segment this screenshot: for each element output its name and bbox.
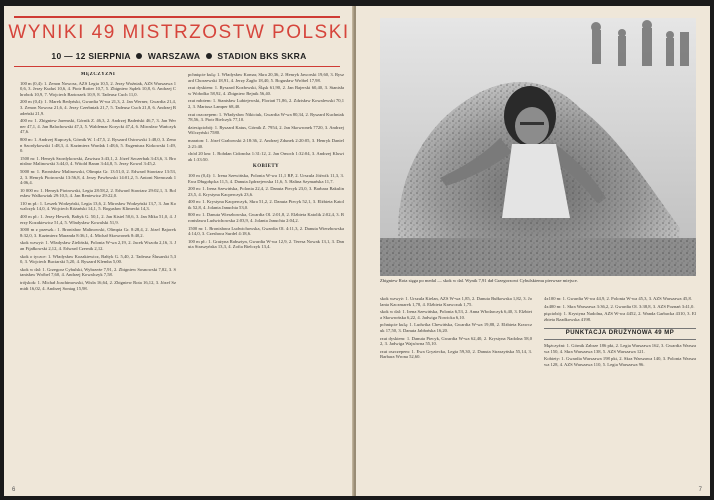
photo-caption: Zbigniew Rota sięga po medal — skok w dal. Wynik 7,91 dał Grzegorzowi Cybulskiemu pierwsze miejsce. <box>380 278 578 283</box>
result-paragraph: 100 m (0,4): 1. Zenon Nowosz, AZS Legia 10,5, 2. Jerzy Woźniak, AZS Warszawa 10,6, 3. Jerzy Kuduś 10,6, 4. Piotr Rotter 10,7, 5. Zbigniew Sędek 10,8, 6. Andrzej Chrobok 10,9, 7. Wojciech Bartoszek 10,9, 8. Tadeusz Cuch 11,0. <box>20 80 176 97</box>
result-paragraph: 200 m (0,4): 1. Marek Bedyński, Gwardia W-wa 21,3, 2. Jan Werner, Gwardia 21,4, 3. Zenon Nowosz 21,6, 4. Jerzy Czerbniak 21,7, 5. Tadeusz Cuch 21,8, 6. Andrzej Badeński 21,9. <box>20 99 176 116</box>
page-title: WYNIKI 49 MISTRZOSTW POLSKI <box>8 22 350 43</box>
header-top-rule <box>14 16 340 18</box>
results-column-3 <box>380 296 532 486</box>
result-paragraph: 400 m: 1. Zbigniew Jaremski, Górnik Z. 46,3, 2. Andrzej Badeński 46,7, 3. Jan Werner 47,1, 4. Jan Balachowski 47,3, 5. Waldemar Korycki 47,4, 6. Mirosław Wańczyk 47,6. <box>20 118 176 135</box>
result-paragraph: 100 m (0,4): 1. Irena Szewińska, Polonia W-wa 11,1 RP, 2. Urszula Jóźwik 11,3, 3. Ewa Długołęcka 11,5, 4. Danuta Jędrzejewska 11,6, 5. Halina Szymańska 11,7. <box>188 172 344 184</box>
result-paragraph: 800 m: 1. Andrzej Kupczyk, Górnik W. 1:47,5, 2. Ryszard Ostrowski 1:48,0, 3. Zenon Szordykowski 1:48,3, 4. Kazimierz Wardak 1:48,6, 5. Eugeniusz Kirkowski 1:49,0. <box>20 136 176 154</box>
result-paragraph: 400 m pł.: 1. Jerzy Hewelt, Bałtyk G. 50,1, 2. Jan Kisiel 50,6, 3. Jan Mika 51,0, 4. Jerzy Kozakiewicz 51,4, 5. Władysław Kowalski 51,9. <box>20 214 176 225</box>
event-venue: STADION BKS SKRA <box>217 51 307 61</box>
results-column-1 <box>20 72 176 476</box>
result-paragraph: pchnięcie kulą: 1. Władysław Komar, Skra 20,36, 2. Henryk Jaworski 19,60, 3. Ryszard Chorzewski 18,91, 4. Jerzy Żagło 18,40, 5. Bogusław Wróbel 17,98. <box>188 72 344 83</box>
result-paragraph: 5000 m: 1. Bronisław Malinowski, Olimpia Gr. 13:51,0, 2. Edward Stawiarz 13:53,2, 3. Henryk Piotrowski 13:56,8, 4. Jerzy Pawłowski 14:01,2, 5. Antoni Niemczak 14:06,4. <box>20 168 176 186</box>
bullet-icon <box>206 53 212 59</box>
section-heading-women: KOBIETY <box>252 164 280 170</box>
team-scoring-heading: PUNKTACJA DRUŻYNOWA 49 MP <box>544 328 696 340</box>
header-bottom-rule <box>14 66 340 67</box>
event-subtitle <box>4 51 354 61</box>
event-dates: 10 — 12 SIERPNIA <box>51 51 131 61</box>
result-paragraph: skok o tyczce: 1. Władysław Kozakiewicz, Bałtyk G. 5,40, 2. Tadeusz Ślusarski 5,30, 3. Wojciech Buciarski 5,20, 4. Ryszard Klemba 5,00. <box>20 253 176 265</box>
result-paragraph: rzut oszczepem: 1. Władysław Nikiciuk, Gwardia W-wa 80,34, 2. Ryszard Kuchniak 78,56, 3. Piotr Bielczyk 77,10. <box>188 111 344 123</box>
right-page <box>356 6 710 496</box>
page-number-right: 7 <box>698 487 702 493</box>
result-paragraph: 1500 m: 1. Henryk Szordykowski, Zawisza 3:43,1, 2. Józef Szczerbak 3:43,6, 3. Bronisław Malinowski 3:44,0, 4. Witold Baran 3:44,8, 5. Jerzy Kowol 3:45,2. <box>20 155 176 167</box>
left-page <box>4 6 355 496</box>
result-paragraph: 110 m pł.: 1. Leszek Wodzyński, Legia 13,6, 2. Mirosław Wodzyński 13,7, 3. Jan Kowalczyk 14,0, 4. Wojciech Różański 14,1, 5. Bogusław Klimecki 14,3. <box>20 200 176 212</box>
result-paragraph: 800 m: 1. Danuta Wierzbowska, Gwardia Ol. 2:01,8, 2. Elżbieta Katolik 2:02,4, 3. Bronisława Ludwichowska 2:03,9, 4. Jolanta Januchta 2:04,2. <box>188 212 344 224</box>
result-paragraph: rzut oszczepem: 1. Ewa Gryziecka, Legia 59,30, 2. Danuta Straszyńska 55,14, 3. Barbara Wrona 52,60. <box>380 348 532 360</box>
result-paragraph: 1500 m: 1. Bronisława Ludwichowska, Gwardia Ol. 4:11,3, 2. Danuta Wierzbowska 4:14,0, 3. Czesława Surdel 4:18,6. <box>188 225 344 237</box>
result-paragraph: trójskok: 1. Michał Joachimowski, Wisła 16,64, 2. Zbigniew Rota 16,12, 3. Józef Szmidt 16,02, 4. Andrzej Sontag 15,98. <box>20 280 176 291</box>
result-paragraph: 3000 m z przeszk.: 1. Bronisław Malinowski, Olimpia Gr. 8:28,4, 2. Józef Bajorek 8:32,0, 3. Kazimierz Maranda 8:36,1, 4. Michał Skowronek 8:40,2. <box>20 227 176 238</box>
result-paragraph: 4x100 m: 1. Gwardia W-wa 44,9, 2. Polonia W-wa 45,3, 3. AZS Warszawa 45,8. <box>544 296 692 301</box>
team-result-paragraph: Kobiety: 1. Gwardia Warszawa 198 pkt, 2. Skra Warszawa 140, 3. Polonia Warszawa 128, 4. AZS Warszawa 110, 5. Legia Warszawa 96. <box>544 356 696 367</box>
result-paragraph: rzut dyskiem: 1. Danuta Piecyk, Gwardia W-wa 62,40, 2. Krystyna Nadolna 58,02, 3. Jadwiga Wajsówna 55,10. <box>380 335 532 347</box>
result-paragraph: rzut dyskiem: 1. Ryszard Kozłowski, Śląsk 61,90, 2. Jan Bajerski 60,40, 3. Stanisław Wołodko 58,92, 4. Zbigniew Bejnik 56,40. <box>188 85 344 96</box>
result-paragraph: pchnięcie kulą: 1. Ludwika Chewińska, Gwardia W-wa 19,88, 2. Elżbieta Krawczuk 17,50, 3. Danuta Jabłońska 16,20. <box>380 322 532 333</box>
result-paragraph: maraton: 1. Józef Grabowski 2:18:36, 2. Andrzej Zdunek 2:20:05, 3. Henryk Daniel 2:21:40. <box>188 137 344 149</box>
result-paragraph: 100 m pł.: 1. Grażyna Rabsztyn, Gwardia W-wa 12,9, 2. Teresa Nowak 13,1, 3. Danuta Straszyńska 13,3, 4. Zofia Bielczyk 13,4. <box>188 238 344 250</box>
result-paragraph: dziesięciobój: 1. Ryszard Katus, Górnik Z. 7954, 2. Jan Skowronek 7720, 3. Andrzej Wilczyński 7580. <box>188 124 344 136</box>
results-column-2 <box>188 72 344 476</box>
section-heading-men: MĘŻCZYŹNI <box>80 72 116 77</box>
result-paragraph: pięciobój: 1. Krystyna Nadolna, AZS W-wa 4452, 2. Wanda Garbacka 4310, 3. Elżbieta Rzadkowska 4198. <box>544 311 696 322</box>
bullet-icon <box>136 53 142 59</box>
athlete-photo <box>380 18 696 276</box>
event-city: WARSZAWA <box>147 51 201 61</box>
long-jump-photo-illustration <box>380 18 696 276</box>
result-paragraph: rzut młotem: 1. Stanisław Lubiejewski, Floriań 71,86, 2. Zdzisław Kowalewski 70,12, 3. Mariusz Lamper 68,40. <box>188 98 344 109</box>
result-paragraph: chód 20 km: 1. Bohdan Cidoncha 1:31:12, 2. Jan Ornoch 1:32:04, 3. Andrzej Kluwiak 1:33:50. <box>188 151 344 162</box>
results-column-4 <box>544 296 696 486</box>
result-paragraph: 4x400 m: 1. Skra Warszawa 3:36,2, 2. Gwardia Ol. 3:38,8, 3. AZS Poznań 3:41,0. <box>544 303 695 309</box>
team-result-paragraph: Mężczyźni: 1. Górnik Zabrze 186 pkt, 2. Legia Warszawa 162, 3. Gwardia Warszawa 150, 4. Skra Warszawa 138, 5. AZS Warszawa 121. <box>544 342 696 354</box>
result-paragraph: 10 000 m: 1. Henryk Piotrowski, Legia 28:58,2, 2. Edward Stawiarz 29:02,1, 3. Bolesław Walkowiak 29:10,5, 4. Jan Reniewicz 29:22,0. <box>20 187 176 199</box>
result-paragraph: 200 m: 1. Irena Szewińska, Polonia 22,4, 2. Danuta Piecyk 23,0, 3. Barbara Bakulin 23,5, 4. Krystyna Kacperczyk 23,6. <box>188 186 344 197</box>
result-paragraph: skok wzwyż: 1. Władysław Zieliński, Polonia W-wa 2,19, 2. Jacek Wszoła 2,16, 3. Jan Fijałkowski 2,12, 4. Edward Czernik 2,12. <box>20 240 176 252</box>
result-paragraph: 400 m: 1. Krystyna Kacperczyk, Skra 51,2, 2. Danuta Piecyk 52,1, 3. Elżbieta Katolik 52,8, 4. Jolanta Januchta 53,0. <box>188 199 344 210</box>
result-paragraph: skok wzwyż: 1. Urszula Kielan, AZS W-wa 1,85, 2. Danuta Bułkowska 1,82, 3. Jolanta Kaczmarek 1,78, 4. Elżbieta Krawczuk 1,75. <box>380 296 532 307</box>
result-paragraph: skok w dal: 1. Irena Szewińska, Polonia 6,53, 2. Anna Włodarczyk 6,40, 3. Elżbieta Skowrońska 6,22, 4. Jadwiga Nowicka 6,10. <box>380 309 532 320</box>
result-paragraph: skok w dal: 1. Grzegorz Cybulski, Wybrzeże 7,91, 2. Zbigniew Sosnowski 7,82, 3. Stanisław Wróbel 7,60, 4. Andrzej Kowalczyk 7,58. <box>20 266 176 278</box>
page-number-left: 6 <box>12 487 16 493</box>
